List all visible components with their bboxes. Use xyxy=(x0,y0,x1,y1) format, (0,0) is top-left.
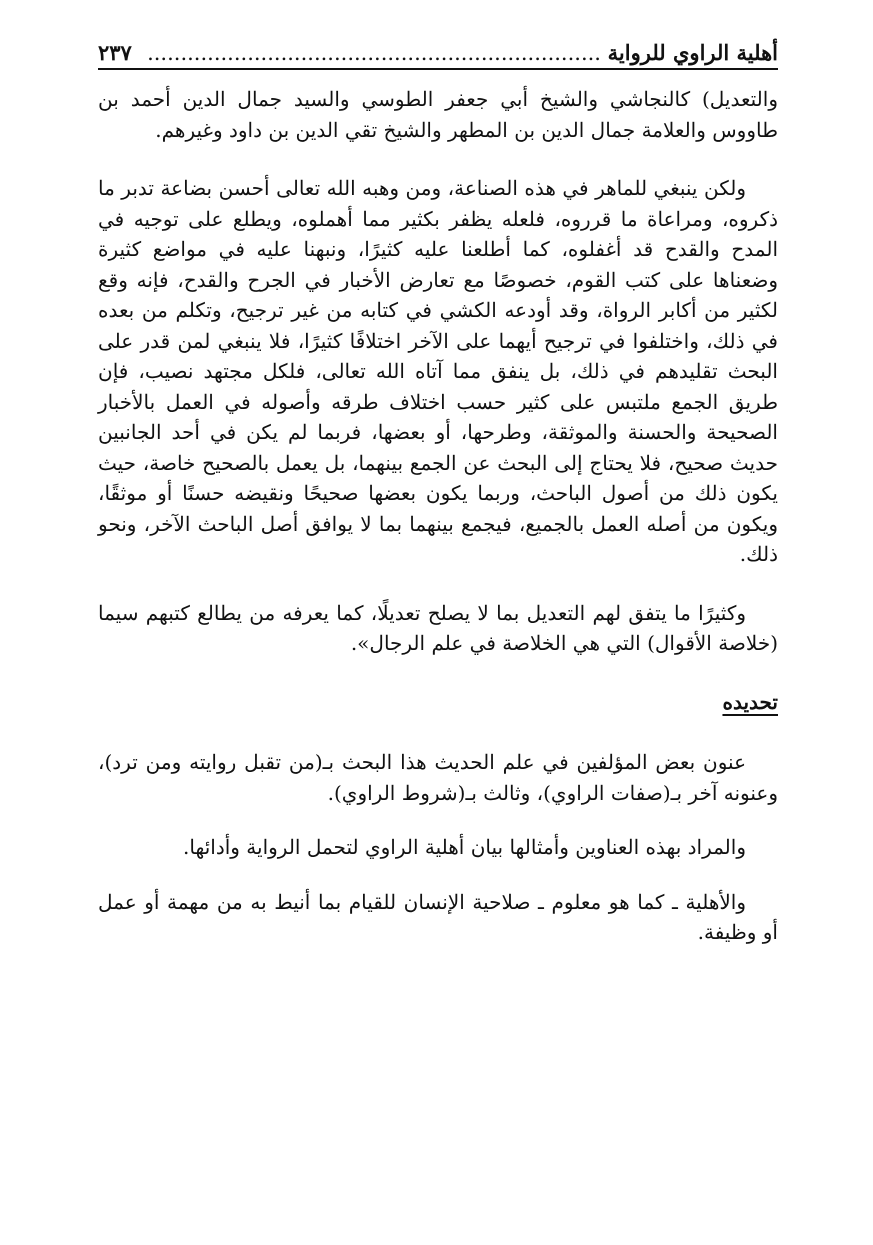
running-header xyxy=(98,34,778,70)
paragraph-section-titles: عنون بعض المؤلفين في علم الحديث هذا البحث بـ(من تقبل روايته ومن ترد)، وعنونه آخر بـ(صفات الراوي)، وثالث بـ(شروط الراوي). xyxy=(98,750,778,805)
paragraph-intended-meaning: والمراد بهذه العناوين وأمثالها بيان أهلية الراوي لتحمل الرواية وأدائها. xyxy=(183,835,746,859)
book-page xyxy=(98,34,778,972)
page-number: ٢٣٧ xyxy=(98,40,132,65)
paragraph-eligibility-definition: والأهلية ـ كما هو معلوم ـ صلاحية الإنسان للقيام بما أنيط به من مهمة أو عمل أو وظيفة. xyxy=(98,889,778,944)
body-text xyxy=(98,84,778,948)
paragraph-expert-advice: ولكن ينبغي للماهر في هذه الصناعة، ومن وهبه الله تعالى أحسن بضاعة تدبر ما ذكروه، ومراعاة ما قرروه، فلعله يظفر بكثير مما أهملوه، ويطلع على توجيه في المدح والقدح قد أغفلوه، كما أطلعنا عليه كثيرًا، ونبهنا عليه في مواضع كثيرة وضعناها على كتب القوم، خصوصًا مع تعارض الأخبار في الجرح والقدح، فإنه وقع لكثير من أكابر الرواة، وقد أودعه الكشي في كتابه من غير ترجيح، وتكلم من بعده في ذلك، واختلفوا في ترجيح أيهما على الآخر اختلافًا كثيرًا، فلا ينبغي لمن قدر على البحث تقليدهم في ذلك، بل ينفق مما آتاه الله تعالى، فلكل مجتهد نصيب، فإن طريق الجمع ملتبس على كثير حسب اختلاف طرقه وأصوله في العمل بالأخبار الصحيحة والحسنة والموثقة، وطرحها، أو بعضها، فربما لم يكن في أحد الجانبين حديث صحيح، فلا يحتاج إلى البحث عن الجمع بينهما، بل يعمل بالصحيح خاصة، حيث يكون ذلك من أصول الباحث، وربما يكون بعضها صحيحًا ونقيضه حسنًا أو موثقًا، ويكون من أصله العمل بالجميع، فيجمع بينهما بما لا يوافق أصل الباحث الآخر، ونحو ذلك. xyxy=(98,176,778,566)
paragraph-continued-quote: والتعديل) كالنجاشي والشيخ أبي جعفر الطوسي والسيد جمال الدين أحمد بن طاووس والعلامة جمال الدين بن المطهر والشيخ تقي الدين بن داود وغيرهم. xyxy=(98,87,778,142)
running-title: أهلية الراوي للرواية ..... xyxy=(138,38,778,68)
section-heading: تحديده xyxy=(722,689,778,714)
paragraph-tadil-note: وكثيرًا ما يتفق لهم التعديل بما لا يصلح تعديلًا، كما يعرفه من يطالع كتبهم سيما (خلاصة الأقوال) التي هي الخلاصة في علم الرجال». xyxy=(98,600,778,655)
